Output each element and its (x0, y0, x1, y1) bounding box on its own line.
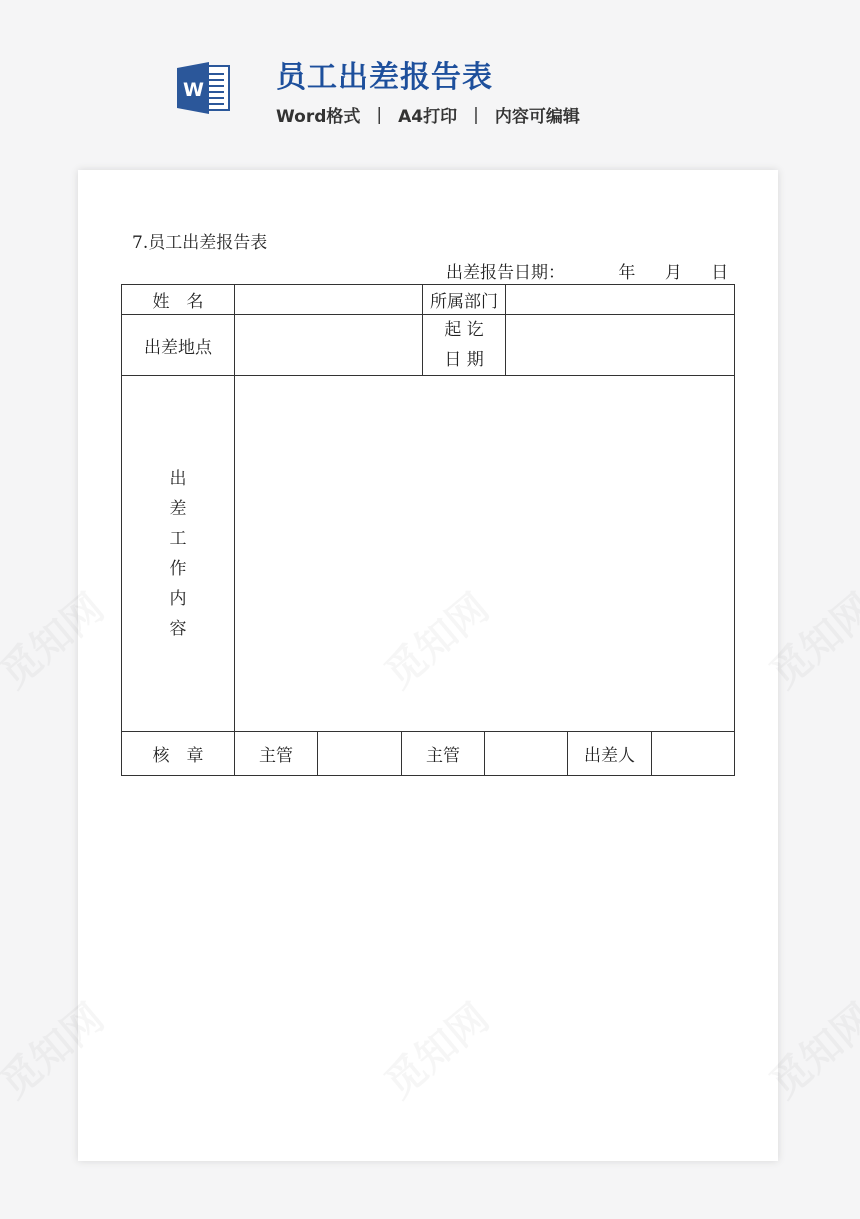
separator: | (376, 104, 383, 125)
department-label: 所属部门 (423, 285, 506, 315)
report-date-year: 年 (618, 263, 636, 283)
report-form-table (121, 284, 735, 776)
supervisor2-label: 主管 (402, 732, 485, 776)
supervisor1-field[interactable] (318, 732, 402, 776)
report-date-month: 月 (664, 263, 682, 283)
tag-format: Word格式 (276, 107, 361, 127)
work-content-field[interactable] (235, 376, 735, 732)
table-row (122, 315, 735, 376)
report-date-day: 日 (711, 263, 729, 283)
trip-period-field[interactable] (506, 315, 735, 376)
traveler-label: 出差人 (568, 732, 652, 776)
work-content-char: 容 (169, 618, 187, 639)
traveler-field[interactable] (652, 732, 735, 776)
trip-location-label: 出差地点 (122, 315, 235, 376)
work-content-char: 作 (169, 558, 187, 579)
separator: | (473, 104, 479, 125)
work-content-char: 内 (169, 588, 187, 609)
work-content-char: 差 (169, 498, 187, 519)
report-date (446, 258, 728, 283)
supervisor1-label: 主管 (235, 732, 318, 776)
trip-period-label-line1: 起 讫 (444, 320, 484, 340)
tag-editable: 内容可编辑 (494, 107, 580, 127)
name-field[interactable] (235, 285, 423, 315)
header (0, 0, 860, 160)
stamp-label: 核 章 (122, 732, 235, 776)
report-date-label: 出差报告日期： (446, 263, 565, 283)
department-field[interactable] (506, 285, 735, 315)
page-title: 员工出差报告表 (276, 60, 493, 95)
supervisor2-field[interactable] (485, 732, 568, 776)
table-row (122, 732, 735, 776)
work-content-char: 工 (169, 528, 187, 549)
document-page (78, 170, 778, 1161)
svg-text:W: W (183, 79, 204, 101)
feature-tags (276, 102, 580, 127)
word-icon (175, 60, 231, 116)
table-row (122, 285, 735, 315)
document-heading: 7.员工出差报告表 (132, 233, 268, 253)
trip-location-field[interactable] (235, 315, 423, 376)
trip-period-label (423, 315, 506, 376)
work-content-char: 出 (169, 468, 187, 489)
table-row (122, 376, 735, 732)
work-content-label (122, 376, 235, 732)
tag-print: A4打印 (398, 107, 458, 127)
name-label: 姓 名 (122, 285, 235, 315)
trip-period-label-line2: 日 期 (444, 350, 484, 370)
